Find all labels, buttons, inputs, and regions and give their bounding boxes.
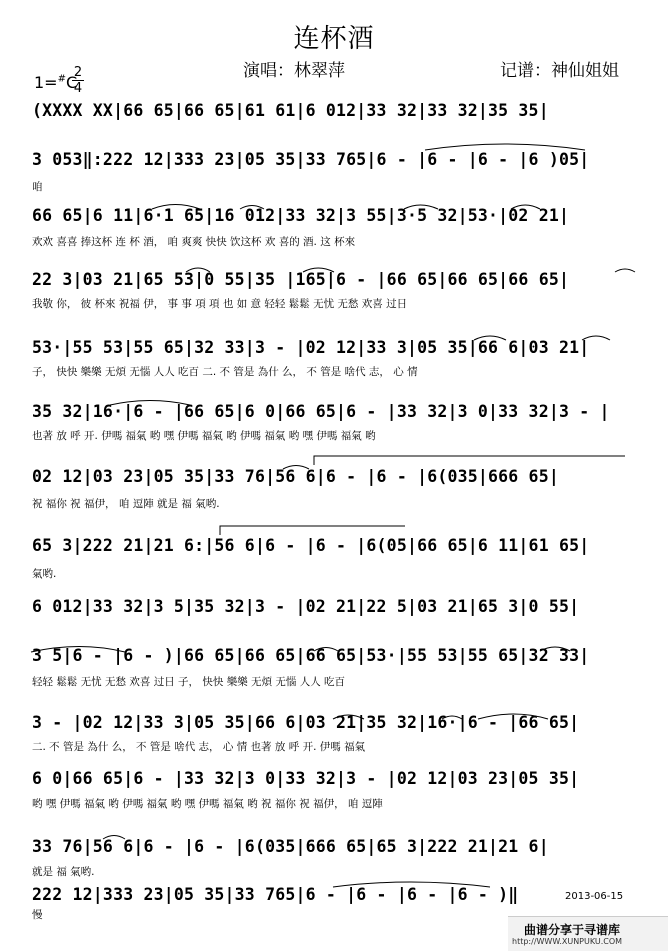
tie-arc bbox=[333, 715, 364, 719]
tie-arc bbox=[31, 647, 125, 653]
lyrics-line-11: 二. 不 管是 為什 么， 不 管是 啥代 志， 心 情 也著 放 呼 开. 伊嗎 福氣 bbox=[32, 741, 366, 753]
meter-top: 2 bbox=[73, 65, 83, 80]
key-note: C bbox=[65, 73, 78, 92]
tie-arc bbox=[314, 648, 338, 652]
lyrics-line-14: 慢 bbox=[32, 909, 43, 921]
notation-line-4: 22 3|03 21|65 53|0 55|35 |165|6 - |66 65|66 65|66 65| bbox=[32, 270, 570, 289]
tie-arc bbox=[404, 205, 438, 209]
lyrics-line-6: 也著 放 呼 开. 伊嗎 福氣 哟 嘿 伊嗎 福氣 哟 伊嗎 福氣 哟 嘿 伊嗎 福氣 哟 bbox=[32, 430, 376, 442]
notation-line-10: 3 5|6 - |6 - )|66 65|66 65|66 65|53·|55 53|55 65|32 33| bbox=[32, 646, 590, 665]
lyrics-line-5: 子， 快快 樂樂 无煩 无惱 人人 吃百 二. 不 管是 為什 么， 不 管是 啥代 志， 心 情 bbox=[32, 366, 418, 378]
tie-arc bbox=[474, 336, 506, 340]
notation-line-11: 3 - |02 12|33 3|05 35|66 6|03 21|35 32|16·|6 - |66 65| bbox=[32, 713, 580, 732]
tie-arc bbox=[615, 269, 635, 272]
notation-line-12: 6 0|66 65|6 - |33 32|3 0|33 32|3 - |02 12|03 23|05 35| bbox=[32, 769, 580, 788]
notation-line-3: 66 65|6 11|6·1 65|16 012|33 32|3 55|3·5 32|53·|02 21| bbox=[32, 206, 570, 225]
lyrics-line-13: 就是 福 氣哟. bbox=[32, 866, 95, 878]
notation-line-6: 35 32|16·|6 - |66 65|6 0|66 65|6 - |33 32|3 0|33 32|3 - | bbox=[32, 402, 610, 421]
notation-line-9: 6 012|33 32|3 5|35 32|3 - |02 21|22 5|03 21|65 3|0 55| bbox=[32, 597, 580, 616]
tie-arc bbox=[478, 714, 548, 719]
tie-arc bbox=[283, 466, 309, 470]
notation-line-7: 02 12|03 23|05 35|33 76|56 6|6 - |6 - |6(035|666 65| bbox=[32, 467, 559, 486]
notation-line-2: 3 053‖:222 12|333 23|05 35|33 765|6 - |6 - |6 - |6 )05| bbox=[32, 150, 590, 169]
key-sharp: # bbox=[57, 73, 66, 85]
lyrics-line-3: 欢欢 喜喜 捧这杯 连 杯 酒， 咱 爽爽 快快 饮这杯 欢 喜的 酒. 这 杯來 bbox=[32, 236, 356, 248]
volta-bracket-2 bbox=[220, 526, 405, 535]
meter-bottom: 4 bbox=[73, 81, 83, 96]
lyrics-line-10: 轻轻 鬆鬆 无忧 无愁 欢喜 过日 子， 快快 樂樂 无煩 无惱 人人 吃百 bbox=[32, 676, 346, 688]
notation-line-1: (XXXX XX|66 65|66 65|61 61|6 012|33 32|33 32|35 35| bbox=[32, 101, 549, 120]
lyrics-line-8: 氣哟. bbox=[32, 568, 57, 580]
tie-arc bbox=[103, 836, 125, 840]
tie-arc bbox=[511, 205, 540, 209]
tie-arc bbox=[582, 336, 610, 340]
notation-line-13: 33 76|56 6|6 - |6 - |6(035|666 65|65 3|222 21|21 6| bbox=[32, 837, 549, 856]
watermark-text: 曲谱分享于寻谱库 bbox=[524, 923, 621, 937]
notation-line-5: 53·|55 53|55 65|32 33|3 - |02 12|33 3|05 35|66 6|03 21| bbox=[32, 338, 590, 357]
key-base: 1= bbox=[34, 73, 58, 92]
transcriber-credit: 记谱：神仙姐姐 bbox=[500, 61, 619, 81]
notation-line-8: 65 3|222 21|21 6:|56 6|6 - |6 - |6(05|66 65|6 11|61 65| bbox=[32, 536, 590, 555]
notation-line-14: 222 12|333 23|05 35|33 765|6 - |6 - |6 - |6 - )‖ bbox=[32, 885, 519, 904]
watermark-box bbox=[508, 916, 668, 951]
tie-arc bbox=[186, 268, 210, 272]
volta-bracket-1 bbox=[314, 456, 625, 465]
tie-arc bbox=[333, 882, 490, 887]
song-title: 连杯酒 bbox=[293, 24, 375, 54]
tie-arc bbox=[110, 401, 190, 406]
lyrics-line-7: 祝 福你 祝 福伊， 咱 逗陣 就是 福 氣哟. bbox=[32, 498, 220, 510]
lyrics-line-12: 哟 嘿 伊嗎 福氣 哟 伊嗎 福氣 哟 嘿 伊嗎 福氣 哟 祝 福你 祝 福伊， 咱 逗陣 bbox=[32, 798, 383, 810]
tie-arc bbox=[240, 206, 264, 210]
date-stamp: 2013-06-15 bbox=[565, 891, 624, 902]
watermark-url: http://WWW.XUNPUKU.COM bbox=[512, 937, 623, 946]
tie-arc bbox=[303, 268, 334, 272]
singer-credit: 演唱：林翠萍 bbox=[243, 61, 345, 81]
lyrics-line-2: 咱 bbox=[32, 181, 43, 193]
tie-arc bbox=[425, 144, 585, 150]
tie-arc bbox=[540, 647, 570, 651]
tie-arc bbox=[442, 716, 462, 719]
lyrics-line-4: 我敬 你， 彼 杯來 祝福 伊， 事 事 項 項 也 如 意 轻轻 鬆鬆 无忧 无愁 欢喜 过日 bbox=[32, 298, 408, 310]
tie-arc bbox=[152, 205, 200, 210]
